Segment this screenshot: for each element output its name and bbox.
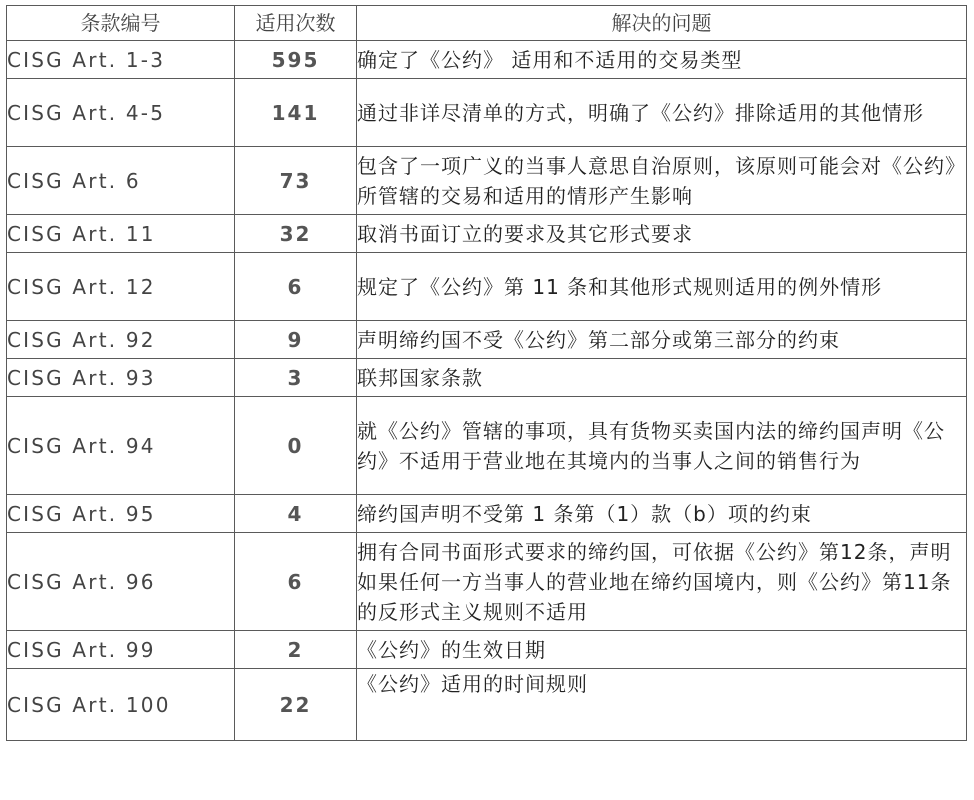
table-row xyxy=(7,397,967,495)
issue-cell: 规定了《公约》第 11 条和其他形式规则适用的例外情形 xyxy=(357,253,967,321)
count-cell: 4 xyxy=(235,495,357,533)
article-cell: CISG Art. 12 xyxy=(7,253,235,321)
issue-cell: 联邦国家条款 xyxy=(357,359,967,397)
issue-cell: 确定了《公约》 适用和不适用的交易类型 xyxy=(357,41,967,79)
count-cell: 22 xyxy=(235,669,357,741)
issue-cell: 《公约》适用的时间规则 xyxy=(357,669,967,741)
count-cell: 9 xyxy=(235,321,357,359)
article-cell: CISG Art. 100 xyxy=(7,669,235,741)
count-cell: 0 xyxy=(235,397,357,495)
issue-cell: 拥有合同书面形式要求的缔约国，可依据《公约》第12条，声明如果任何一方当事人的营业地在缔约国境内，则《公约》第11条的反形式主义规则不适用 xyxy=(357,533,967,631)
issue-cell: 声明缔约国不受《公约》第二部分或第三部分的约束 xyxy=(357,321,967,359)
count-cell: 3 xyxy=(235,359,357,397)
table-row xyxy=(7,669,967,741)
header-count: 适用次数 xyxy=(235,6,357,41)
article-cell: CISG Art. 4-5 xyxy=(7,79,235,147)
article-cell: CISG Art. 96 xyxy=(7,533,235,631)
count-cell: 32 xyxy=(235,215,357,253)
article-cell: CISG Art. 93 xyxy=(7,359,235,397)
article-cell: CISG Art. 99 xyxy=(7,631,235,669)
count-cell: 595 xyxy=(235,41,357,79)
issue-cell: 缔约国声明不受第 1 条第（1）款（b）项的约束 xyxy=(357,495,967,533)
count-cell: 141 xyxy=(235,79,357,147)
table-header-row xyxy=(7,6,967,41)
table-row xyxy=(7,253,967,321)
header-article: 条款编号 xyxy=(7,6,235,41)
table-row xyxy=(7,321,967,359)
count-cell: 6 xyxy=(235,533,357,631)
issue-cell: 《公约》的生效日期 xyxy=(357,631,967,669)
table-row xyxy=(7,215,967,253)
count-cell: 73 xyxy=(235,147,357,215)
table-row xyxy=(7,495,967,533)
table-row xyxy=(7,631,967,669)
article-cell: CISG Art. 11 xyxy=(7,215,235,253)
issue-cell: 包含了一项广义的当事人意思自治原则，该原则可能会对《公约》所管辖的交易和适用的情形产生影响 xyxy=(357,147,967,215)
article-cell: CISG Art. 95 xyxy=(7,495,235,533)
count-cell: 2 xyxy=(235,631,357,669)
header-issue: 解决的问题 xyxy=(357,6,967,41)
issue-cell: 取消书面订立的要求及其它形式要求 xyxy=(357,215,967,253)
issue-cell: 通过非详尽清单的方式，明确了《公约》排除适用的其他情形 xyxy=(357,79,967,147)
article-cell: CISG Art. 1-3 xyxy=(7,41,235,79)
table-row xyxy=(7,147,967,215)
cisg-clause-table xyxy=(6,5,967,741)
article-cell: CISG Art. 6 xyxy=(7,147,235,215)
table-row xyxy=(7,41,967,79)
table-row xyxy=(7,359,967,397)
table-row xyxy=(7,533,967,631)
issue-cell: 就《公约》管辖的事项，具有货物买卖国内法的缔约国声明《公约》不适用于营业地在其境内的当事人之间的销售行为 xyxy=(357,397,967,495)
table-row xyxy=(7,79,967,147)
count-cell: 6 xyxy=(235,253,357,321)
article-cell: CISG Art. 94 xyxy=(7,397,235,495)
article-cell: CISG Art. 92 xyxy=(7,321,235,359)
